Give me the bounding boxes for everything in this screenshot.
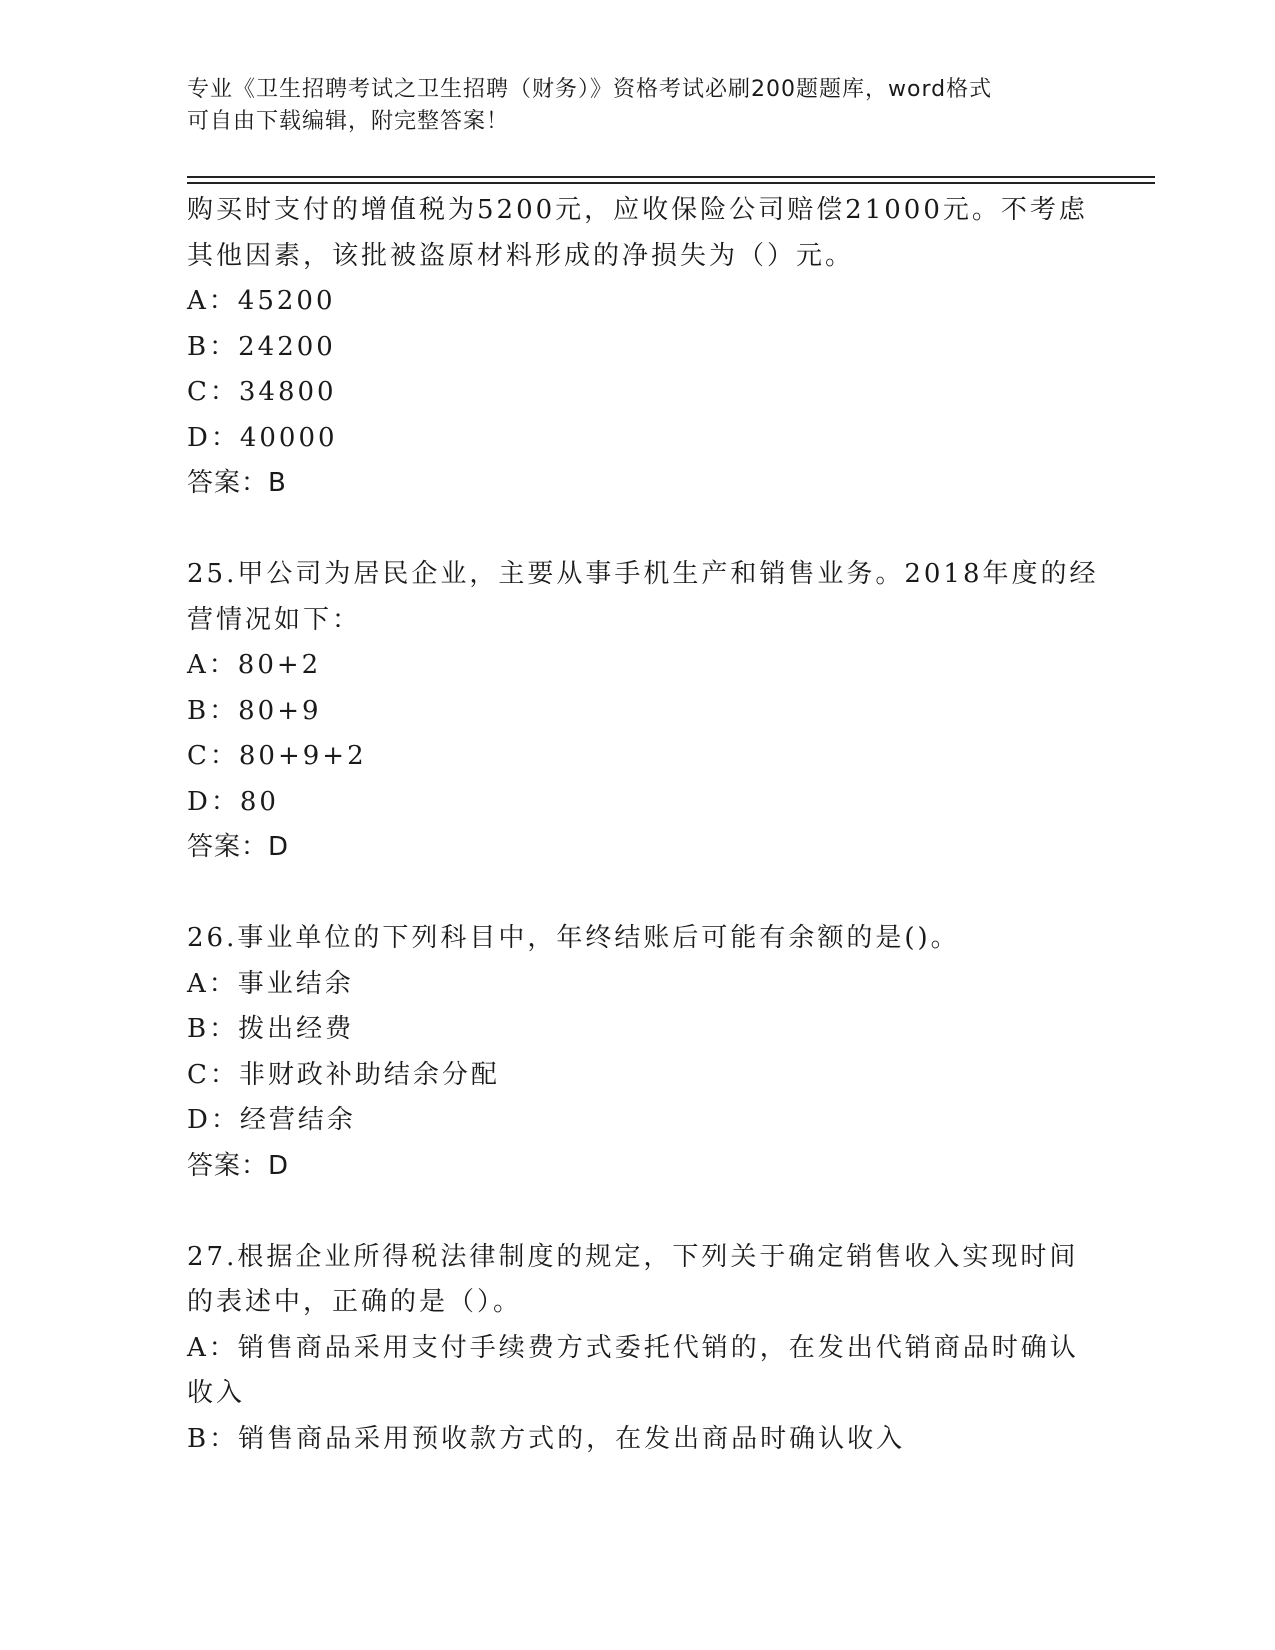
spacer [187, 507, 1087, 553]
question-27-option-b: B：销售商品采用预收款方式的，在发出商品时确认收入 [187, 1423, 906, 1454]
question-25 [187, 552, 1099, 871]
question-26-option-b: B：拨出经费 [187, 1014, 355, 1044]
spacer [187, 1189, 1087, 1235]
question-25-text-line-1: 25.甲公司为居民企业，主要从事手机生产和销售业务。2018年度的经 [187, 559, 1099, 589]
question-25-option-b: B：80+9 [187, 695, 322, 726]
question-26-option-a: A：事业结余 [187, 968, 354, 999]
question-24 [187, 188, 1087, 507]
question-26 [187, 916, 1087, 1189]
question-26-text-line-1: 26.事业单位的下列科目中，年终结账后可能有余额的是()。 [187, 923, 960, 953]
question-24-option-a: A：45200 [187, 286, 336, 316]
document-header [187, 74, 1087, 138]
question-24-option-d: D：40000 [187, 422, 338, 453]
header-title-line-2: 可自由下载编辑，附完整答案！ [187, 109, 510, 134]
question-26-answer: 答案：D [187, 1150, 290, 1181]
question-27-option-a-line-1: A：销售商品采用支付手续费方式委托代销的，在发出代销商品时确认 [187, 1332, 1079, 1363]
header-title-line-1: 专业《卫生招聘考试之卫生招聘（财务）》资格考试必刷200题题库，word格式 [187, 77, 993, 102]
question-26-option-d: D：经营结余 [187, 1105, 356, 1135]
question-27-text-line-1: 27.根据企业所得税法律制度的规定，下列关于确定销售收入实现时间 [187, 1241, 1079, 1272]
question-25-text-line-2: 营情况如下： [187, 604, 362, 635]
question-24-option-b: B：24200 [187, 331, 336, 362]
question-25-option-c: C：80+9+2 [187, 741, 367, 771]
question-24-answer: 答案：B [187, 468, 287, 498]
question-27 [187, 1235, 1087, 1463]
question-27-text-line-2: 的表述中，正确的是（）。 [187, 1287, 523, 1317]
question-24-text-line-2: 其他因素，该批被盗原材料形成的净损失为（）元。 [187, 240, 855, 271]
spacer [187, 871, 1087, 917]
question-25-option-a: A：80+2 [187, 650, 322, 680]
question-27-option-a-line-2: 收入 [187, 1378, 246, 1408]
question-24-option-c: C：34800 [187, 377, 337, 407]
question-24-text-line-1: 购买时支付的增值税为5200元，应收保险公司赔偿21000元。不考虑 [187, 195, 1088, 225]
header-divider-top [187, 176, 1155, 178]
question-25-answer: 答案：D [187, 832, 290, 862]
header-divider-bottom [187, 182, 1155, 184]
question-26-option-c: C：非财政补助结余分配 [187, 1059, 500, 1090]
question-list [187, 188, 1099, 1462]
question-25-option-d: D：80 [187, 786, 279, 817]
